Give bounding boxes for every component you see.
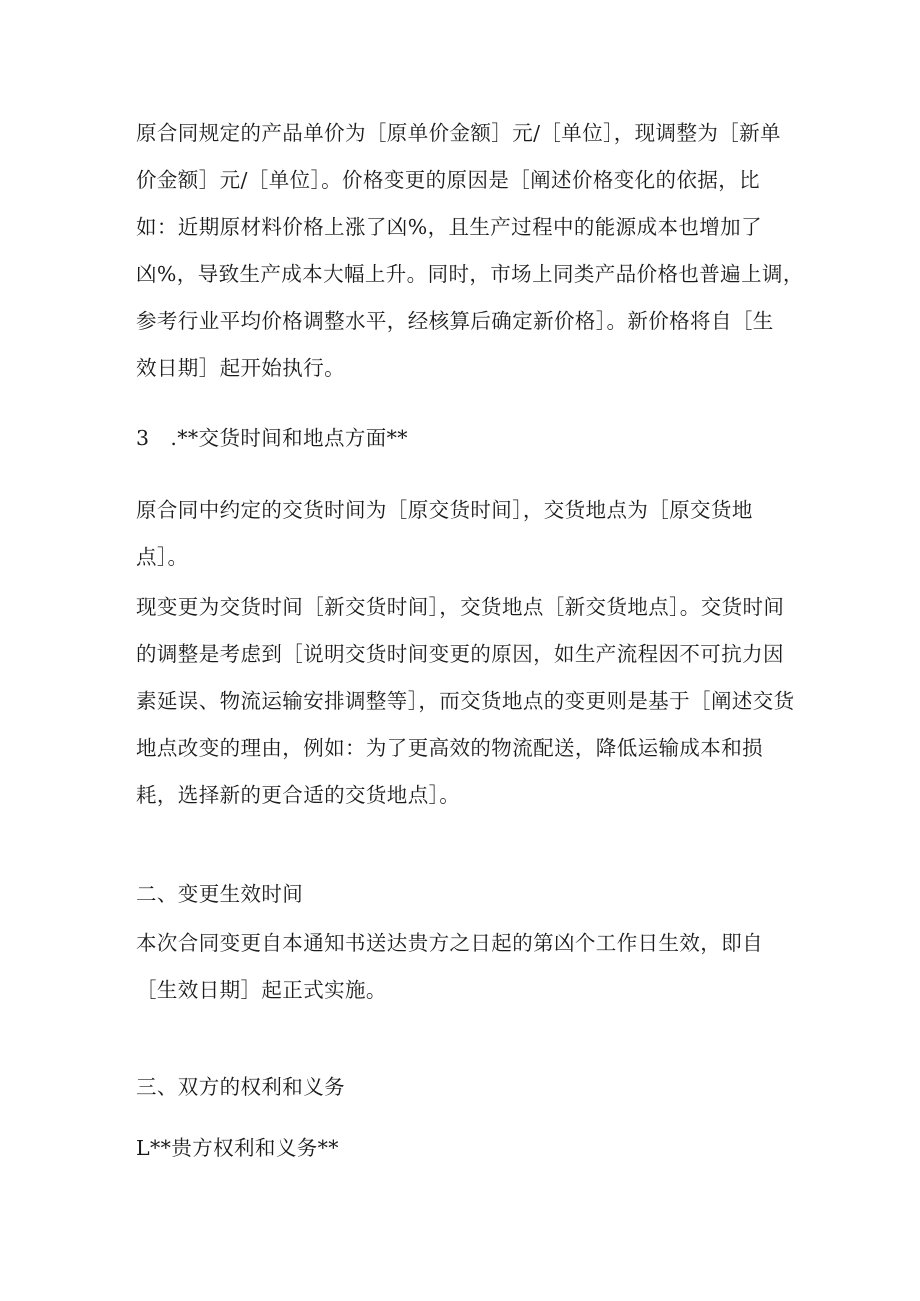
delivery-subheading: 3 .**交货时间和地点方面** xyxy=(136,426,408,450)
effective-date-paragraph xyxy=(136,920,776,1014)
new-delivery-paragraph xyxy=(136,584,795,819)
subsection-title-your-rights: L**贵方权利和义务** xyxy=(136,1136,339,1160)
original-delivery-paragraph xyxy=(136,487,776,581)
text-line: 素延误、物流运输安排调整等］，而交货地点的变更则是基于［阐述交货 xyxy=(136,689,795,713)
text-line: 效日期］起开始执行。 xyxy=(136,356,345,380)
section-title-rights-obligations: 三、双方的权利和义务 xyxy=(136,1075,345,1099)
text-line: 原合同规定的产品单价为［原单价金额］元/［单位］，现调整为［新单 xyxy=(136,121,781,145)
text-line: ［生效日期］起正式实施。 xyxy=(136,978,387,1002)
price-change-paragraph xyxy=(136,110,804,392)
text-line: 点］。 xyxy=(136,545,189,569)
text-line: 本次合同变更自本通知书送达贵方之日起的第凶个工作日生效，即自 xyxy=(136,931,763,955)
text-line: 耗，选择新的更合适的交货地点］。 xyxy=(136,783,461,807)
text-line: 凶%，导致生产成本大幅上升。同时，市场上同类产品价格也普遍上调， xyxy=(136,262,804,286)
text-line: 现变更为交货时间［新交货时间］，交货地点［新交货地点］。交货时间 xyxy=(136,595,785,619)
text-line: 地点改变的理由，例如：为了更高效的物流配送，降低运输成本和损 xyxy=(136,736,763,760)
text-line: 如：近期原材料价格上涨了凶%，且生产过程中的能源成本也增加了 xyxy=(136,215,762,239)
section-title-effective-date: 二、变更生效时间 xyxy=(136,882,304,906)
text-line: 价金额］元/［单位］。价格变更的原因是［阐述价格变化的依据，比 xyxy=(136,168,761,192)
text-line: 参考行业平均价格调整水平，经核算后确定新价格］。新价格将自［生 xyxy=(136,309,774,333)
text-line: 原合同中约定的交货时间为［原交货时间］，交货地点为［原交货地 xyxy=(136,498,753,522)
text-line: 的调整是考虑到［说明交货时间变更的原因，如生产流程因不可抗力因 xyxy=(136,642,784,666)
